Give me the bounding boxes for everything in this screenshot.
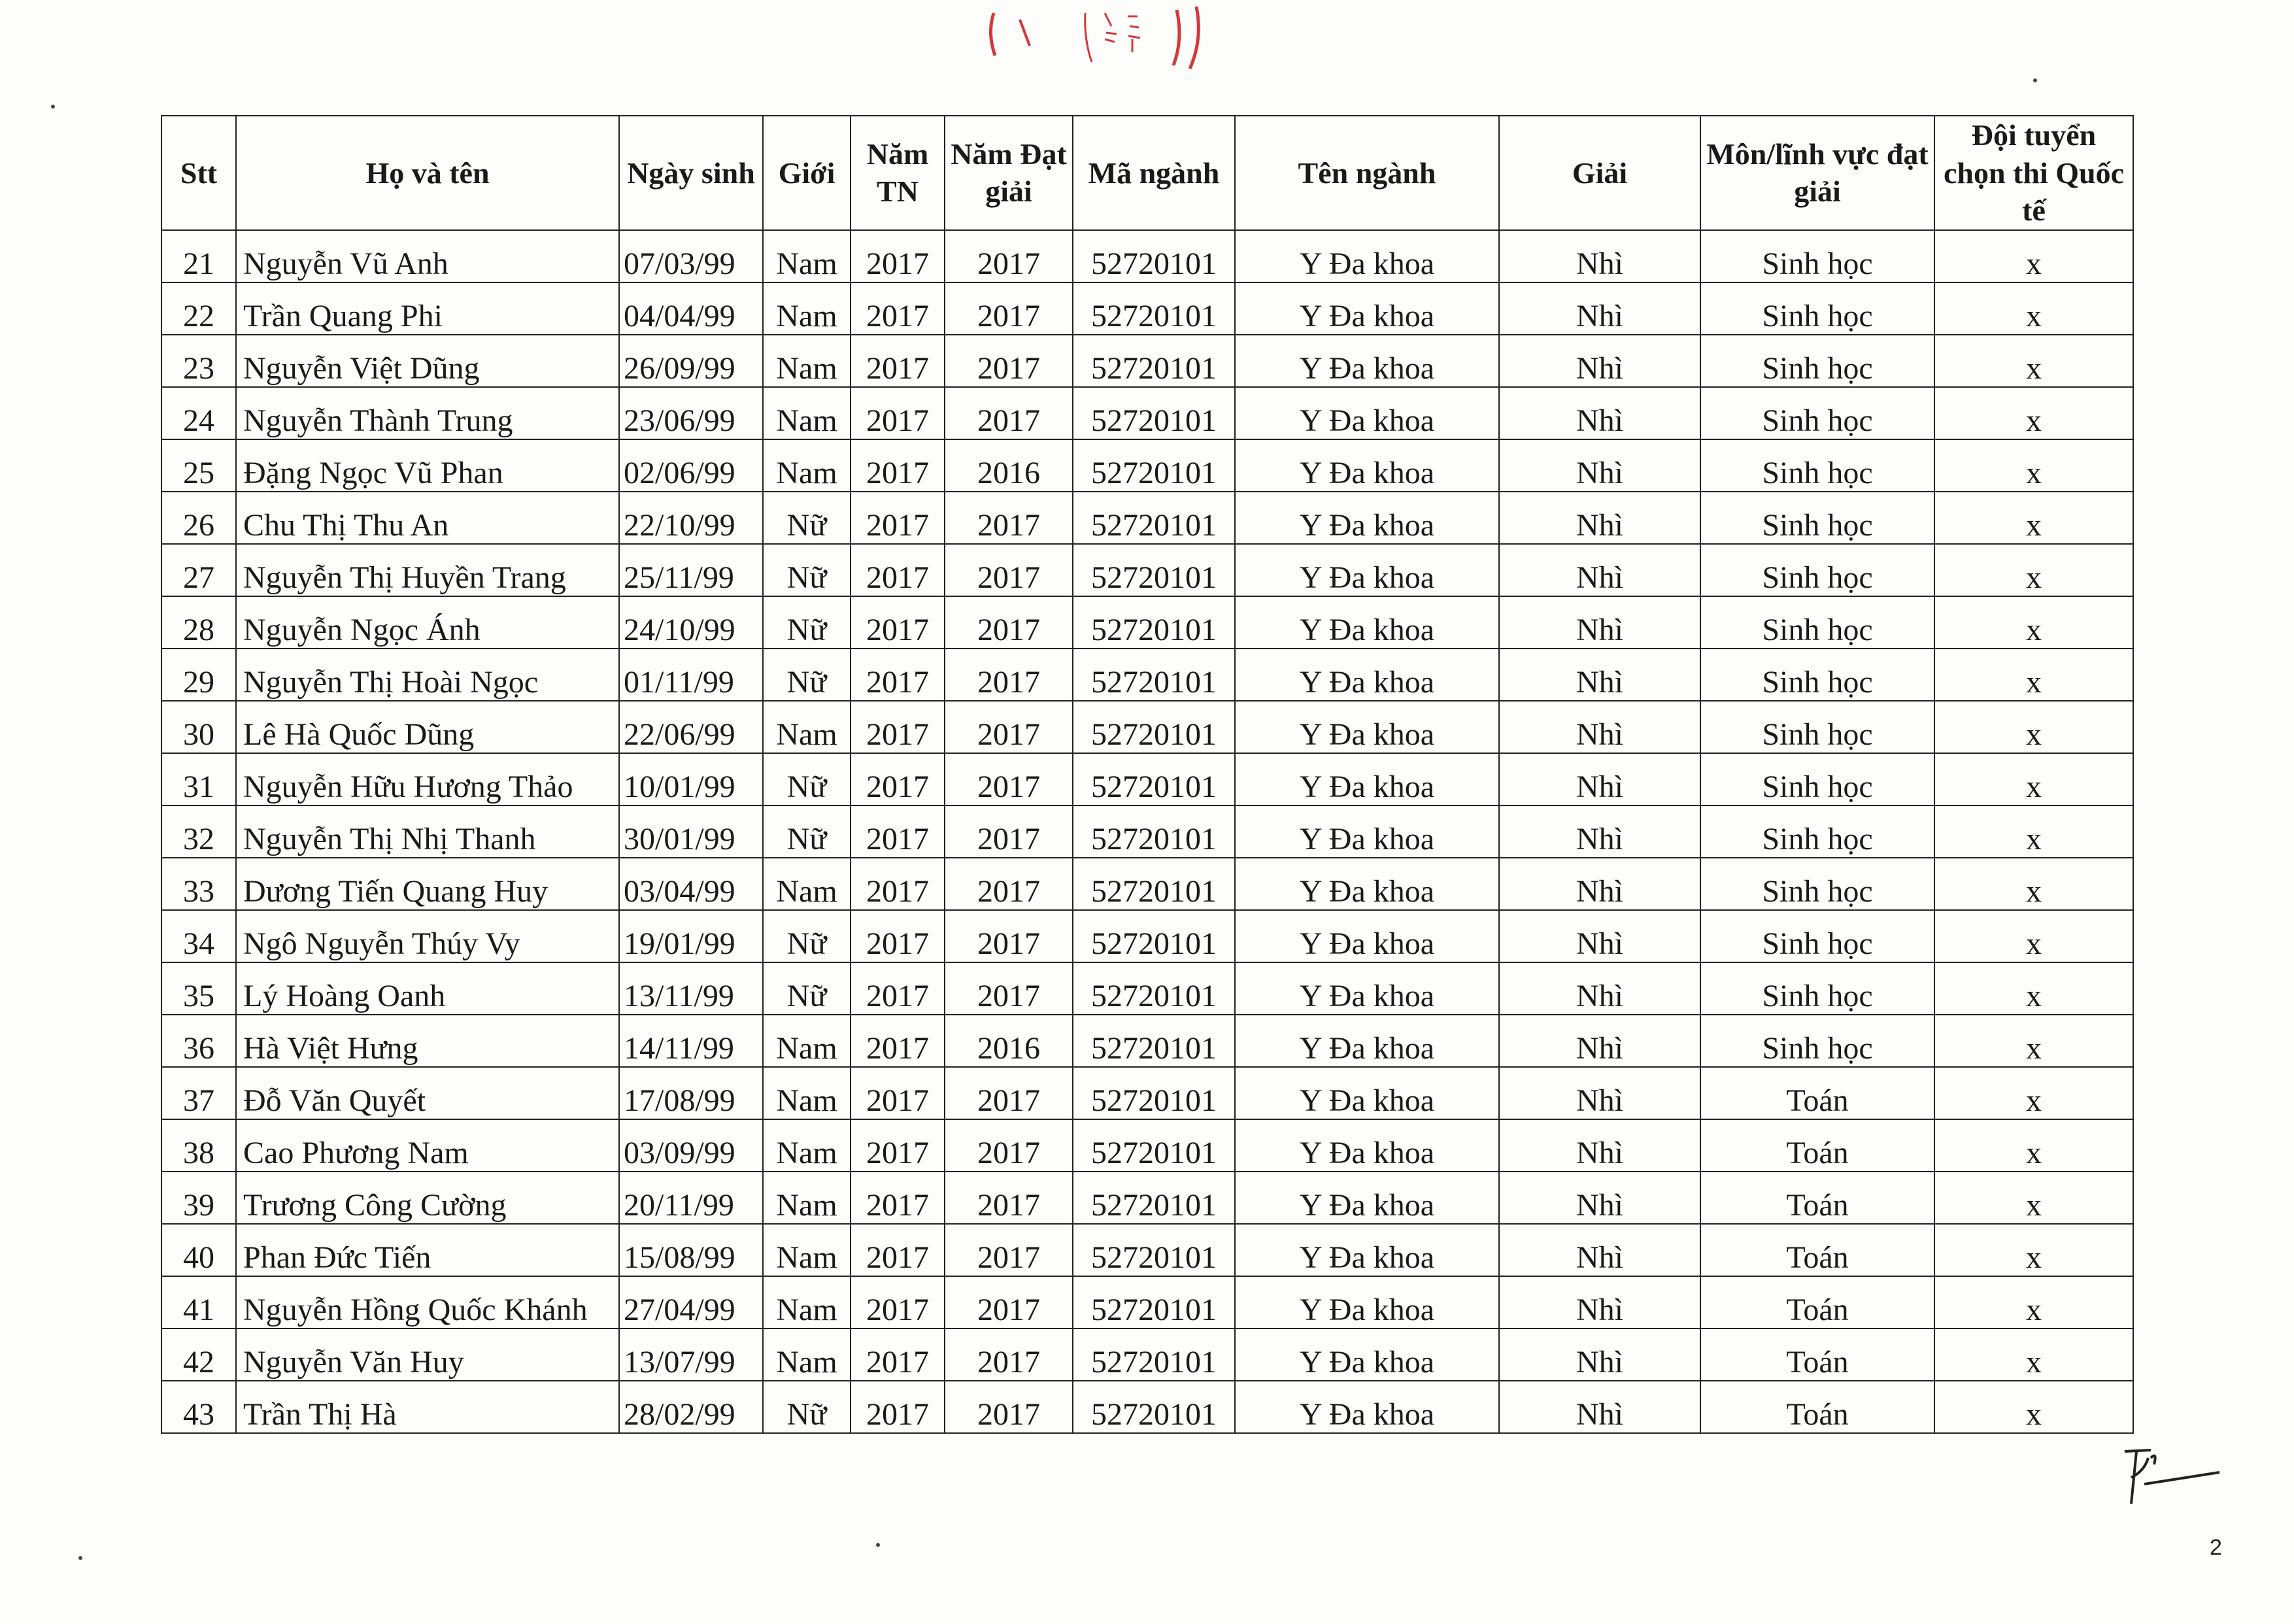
cell-name: Ngô Nguyễn Thúy Vy [236,910,619,962]
header-major-code: Mã ngành [1073,116,1235,230]
cell-intl-team: x [1934,544,2133,596]
cell-dob: 25/11/99 [619,544,763,596]
cell-name: Nguyễn Thành Trung [236,387,619,439]
cell-major-name: Y Đa khoa [1235,1119,1499,1172]
cell-name: Trần Thị Hà [236,1381,619,1433]
cell-gender: Nam [763,1119,851,1172]
cell-major-code: 52720101 [1073,1119,1235,1172]
cell-major-code: 52720101 [1073,805,1235,858]
table-row [161,492,2133,544]
table-row [161,544,2133,596]
cell-intl-team: x [1934,1328,2133,1381]
cell-award: Nhì [1499,387,1700,439]
header-intl-team: Đội tuyển chọn thi Quốc tế [1934,116,2133,230]
cell-major-code: 52720101 [1073,1328,1235,1381]
cell-major-name: Y Đa khoa [1235,753,1499,805]
cell-dob: 23/06/99 [619,387,763,439]
cell-intl-team: x [1934,962,2133,1015]
header-stt: Stt [161,116,236,230]
table-row [161,701,2133,753]
cell-award: Nhì [1499,544,1700,596]
cell-name: Nguyễn Việt Dũng [236,335,619,387]
cell-dob: 24/10/99 [619,596,763,649]
cell-grad-year: 2017 [851,858,945,910]
cell-gender: Nam [763,1224,851,1276]
table-row [161,335,2133,387]
cell-grad-year: 2017 [851,1276,945,1328]
cell-gender: Nam [763,439,851,492]
cell-stt: 24 [161,387,236,439]
cell-major-name: Y Đa khoa [1235,439,1499,492]
cell-dob: 20/11/99 [619,1172,763,1224]
cell-grad-year: 2017 [851,1067,945,1119]
cell-stt: 39 [161,1172,236,1224]
cell-gender: Nam [763,230,851,282]
cell-grad-year: 2017 [851,753,945,805]
cell-subject: Sinh học [1700,805,1934,858]
cell-grad-year: 2017 [851,596,945,649]
table-row [161,282,2133,335]
cell-intl-team: x [1934,649,2133,701]
cell-major-name: Y Đa khoa [1235,1172,1499,1224]
cell-intl-team: x [1934,1119,2133,1172]
table-row [161,1172,2133,1224]
cell-major-code: 52720101 [1073,1276,1235,1328]
cell-name: Nguyễn Thị Huyền Trang [236,544,619,596]
cell-award-year: 2017 [945,1276,1073,1328]
cell-subject: Toán [1700,1172,1934,1224]
cell-major-code: 52720101 [1073,335,1235,387]
cell-major-name: Y Đa khoa [1235,910,1499,962]
cell-major-code: 52720101 [1073,649,1235,701]
cell-intl-team: x [1934,1276,2133,1328]
cell-award: Nhì [1499,1067,1700,1119]
cell-grad-year: 2017 [851,1119,945,1172]
cell-name: Đặng Ngọc Vũ Phan [236,439,619,492]
cell-major-code: 52720101 [1073,282,1235,335]
cell-intl-team: x [1934,335,2133,387]
header-award-year: Năm Đạt giải [945,116,1073,230]
cell-gender: Nam [763,858,851,910]
table-row [161,910,2133,962]
cell-grad-year: 2017 [851,282,945,335]
cell-award-year: 2016 [945,439,1073,492]
cell-stt: 29 [161,649,236,701]
cell-major-code: 52720101 [1073,387,1235,439]
cell-stt: 41 [161,1276,236,1328]
cell-subject: Sinh học [1700,962,1934,1015]
cell-stt: 37 [161,1067,236,1119]
cell-intl-team: x [1934,1015,2133,1067]
cell-major-name: Y Đa khoa [1235,1015,1499,1067]
table-row [161,1015,2133,1067]
cell-name: Trần Quang Phi [236,282,619,335]
cell-award: Nhì [1499,230,1700,282]
cell-name: Nguyễn Thị Nhị Thanh [236,805,619,858]
cell-subject: Sinh học [1700,387,1934,439]
cell-subject: Sinh học [1700,649,1934,701]
cell-dob: 30/01/99 [619,805,763,858]
cell-stt: 22 [161,282,236,335]
cell-stt: 25 [161,439,236,492]
cell-gender: Nữ [763,962,851,1015]
table-row [161,1381,2133,1433]
cell-award: Nhì [1499,805,1700,858]
cell-stt: 31 [161,753,236,805]
cell-name: Hà Việt Hưng [236,1015,619,1067]
cell-major-name: Y Đa khoa [1235,858,1499,910]
cell-dob: 28/02/99 [619,1381,763,1433]
scan-speck [2033,78,2037,82]
cell-subject: Toán [1700,1119,1934,1172]
cell-award-year: 2017 [945,596,1073,649]
cell-major-code: 52720101 [1073,596,1235,649]
cell-dob: 13/11/99 [619,962,763,1015]
cell-award-year: 2017 [945,1119,1073,1172]
cell-name: Lý Hoàng Oanh [236,962,619,1015]
cell-subject: Toán [1700,1381,1934,1433]
cell-grad-year: 2017 [851,701,945,753]
cell-dob: 14/11/99 [619,1015,763,1067]
cell-dob: 27/04/99 [619,1276,763,1328]
cell-major-code: 52720101 [1073,701,1235,753]
cell-major-code: 52720101 [1073,230,1235,282]
cell-intl-team: x [1934,439,2133,492]
cell-award-year: 2017 [945,805,1073,858]
cell-stt: 35 [161,962,236,1015]
cell-award-year: 2017 [945,649,1073,701]
cell-subject: Sinh học [1700,544,1934,596]
cell-major-name: Y Đa khoa [1235,596,1499,649]
cell-stt: 36 [161,1015,236,1067]
cell-award-year: 2016 [945,1015,1073,1067]
cell-grad-year: 2017 [851,439,945,492]
cell-major-code: 52720101 [1073,1067,1235,1119]
cell-dob: 10/01/99 [619,753,763,805]
cell-major-name: Y Đa khoa [1235,1328,1499,1381]
cell-award: Nhì [1499,910,1700,962]
cell-grad-year: 2017 [851,649,945,701]
cell-intl-team: x [1934,858,2133,910]
cell-major-name: Y Đa khoa [1235,1276,1499,1328]
cell-gender: Nam [763,1328,851,1381]
cell-award: Nhì [1499,858,1700,910]
cell-gender: Nam [763,335,851,387]
cell-grad-year: 2017 [851,1172,945,1224]
cell-award-year: 2017 [945,335,1073,387]
cell-gender: Nữ [763,753,851,805]
cell-intl-team: x [1934,1172,2133,1224]
cell-intl-team: x [1934,805,2133,858]
table-body [161,230,2133,1433]
cell-award: Nhì [1499,439,1700,492]
table-row [161,387,2133,439]
cell-subject: Sinh học [1700,753,1934,805]
cell-major-name: Y Đa khoa [1235,335,1499,387]
cell-subject: Toán [1700,1067,1934,1119]
cell-stt: 28 [161,596,236,649]
cell-major-code: 52720101 [1073,962,1235,1015]
cell-name: Cao Phương Nam [236,1119,619,1172]
cell-stt: 42 [161,1328,236,1381]
cell-grad-year: 2017 [851,230,945,282]
cell-grad-year: 2017 [851,962,945,1015]
cell-subject: Sinh học [1700,858,1934,910]
cell-award-year: 2017 [945,701,1073,753]
cell-intl-team: x [1934,910,2133,962]
cell-award: Nhì [1499,1119,1700,1172]
cell-award-year: 2017 [945,1172,1073,1224]
cell-major-name: Y Đa khoa [1235,805,1499,858]
cell-subject: Sinh học [1700,596,1934,649]
cell-gender: Nam [763,1172,851,1224]
scan-speck [78,1556,82,1560]
cell-award-year: 2017 [945,753,1073,805]
page-number: 2 [2210,1535,2222,1560]
cell-major-name: Y Đa khoa [1235,230,1499,282]
table-row [161,649,2133,701]
cell-stt: 40 [161,1224,236,1276]
cell-dob: 17/08/99 [619,1067,763,1119]
cell-grad-year: 2017 [851,335,945,387]
cell-stt: 43 [161,1381,236,1433]
cell-subject: Sinh học [1700,335,1934,387]
cell-dob: 22/10/99 [619,492,763,544]
cell-intl-team: x [1934,1381,2133,1433]
cell-name: Nguyễn Vũ Anh [236,230,619,282]
cell-award-year: 2017 [945,1224,1073,1276]
cell-stt: 30 [161,701,236,753]
cell-grad-year: 2017 [851,1015,945,1067]
cell-subject: Toán [1700,1328,1934,1381]
cell-dob: 13/07/99 [619,1328,763,1381]
cell-name: Dương Tiến Quang Huy [236,858,619,910]
cell-intl-team: x [1934,596,2133,649]
cell-major-name: Y Đa khoa [1235,649,1499,701]
cell-award: Nhì [1499,335,1700,387]
cell-stt: 34 [161,910,236,962]
cell-major-name: Y Đa khoa [1235,701,1499,753]
table-row [161,1224,2133,1276]
cell-gender: Nam [763,701,851,753]
cell-subject: Toán [1700,1224,1934,1276]
cell-stt: 32 [161,805,236,858]
table-row [161,1276,2133,1328]
cell-subject: Sinh học [1700,439,1934,492]
cell-major-name: Y Đa khoa [1235,1381,1499,1433]
cell-subject: Sinh học [1700,492,1934,544]
cell-award-year: 2017 [945,230,1073,282]
cell-gender: Nam [763,1015,851,1067]
cell-major-code: 52720101 [1073,910,1235,962]
cell-gender: Nam [763,1067,851,1119]
cell-award: Nhì [1499,492,1700,544]
cell-major-name: Y Đa khoa [1235,387,1499,439]
cell-name: Đỗ Văn Quyết [236,1067,619,1119]
header-dob: Ngày sinh [619,116,763,230]
table-row [161,230,2133,282]
cell-gender: Nam [763,282,851,335]
table-row [161,439,2133,492]
cell-dob: 19/01/99 [619,910,763,962]
cell-grad-year: 2017 [851,544,945,596]
cell-intl-team: x [1934,230,2133,282]
cell-award: Nhì [1499,1224,1700,1276]
cell-name: Nguyễn Thị Hoài Ngọc [236,649,619,701]
table-row [161,1067,2133,1119]
cell-award: Nhì [1499,1276,1700,1328]
cell-award: Nhì [1499,962,1700,1015]
cell-award: Nhì [1499,701,1700,753]
cell-dob: 02/06/99 [619,439,763,492]
cell-grad-year: 2017 [851,492,945,544]
cell-name: Chu Thị Thu An [236,492,619,544]
cell-stt: 26 [161,492,236,544]
cell-name: Nguyễn Hữu Hương Thảo [236,753,619,805]
cell-intl-team: x [1934,492,2133,544]
cell-grad-year: 2017 [851,1328,945,1381]
cell-dob: 04/04/99 [619,282,763,335]
cell-gender: Nam [763,387,851,439]
cell-intl-team: x [1934,753,2133,805]
table-row [161,805,2133,858]
cell-gender: Nữ [763,910,851,962]
cell-grad-year: 2017 [851,387,945,439]
cell-dob: 03/04/99 [619,858,763,910]
table-row [161,962,2133,1015]
cell-name: Lê Hà Quốc Dũng [236,701,619,753]
red-stamp-mark [981,0,1262,72]
cell-award: Nhì [1499,1328,1700,1381]
cell-intl-team: x [1934,282,2133,335]
cell-major-name: Y Đa khoa [1235,544,1499,596]
award-roster-table [161,115,2134,1434]
cell-award-year: 2017 [945,1381,1073,1433]
cell-grad-year: 2017 [851,805,945,858]
cell-gender: Nữ [763,544,851,596]
cell-major-code: 52720101 [1073,544,1235,596]
cell-award-year: 2017 [945,1067,1073,1119]
cell-intl-team: x [1934,387,2133,439]
cell-name: Nguyễn Ngọc Ánh [236,596,619,649]
cell-dob: 07/03/99 [619,230,763,282]
cell-dob: 15/08/99 [619,1224,763,1276]
scan-speck [51,105,55,109]
cell-gender: Nữ [763,805,851,858]
cell-dob: 01/11/99 [619,649,763,701]
cell-subject: Sinh học [1700,910,1934,962]
cell-major-code: 52720101 [1073,1015,1235,1067]
cell-major-code: 52720101 [1073,1381,1235,1433]
cell-stt: 33 [161,858,236,910]
cell-major-name: Y Đa khoa [1235,962,1499,1015]
cell-grad-year: 2017 [851,1224,945,1276]
cell-award-year: 2017 [945,282,1073,335]
cell-major-name: Y Đa khoa [1235,492,1499,544]
cell-award: Nhì [1499,649,1700,701]
table-row [161,753,2133,805]
cell-subject: Toán [1700,1276,1934,1328]
cell-major-code: 52720101 [1073,439,1235,492]
cell-award-year: 2017 [945,387,1073,439]
cell-award: Nhì [1499,753,1700,805]
header-gender: Giới [763,116,851,230]
cell-major-name: Y Đa khoa [1235,1224,1499,1276]
cell-major-name: Y Đa khoa [1235,1067,1499,1119]
cell-subject: Sinh học [1700,701,1934,753]
cell-award: Nhì [1499,1172,1700,1224]
cell-award-year: 2017 [945,858,1073,910]
cell-gender: Nữ [763,596,851,649]
cell-dob: 26/09/99 [619,335,763,387]
cell-award-year: 2017 [945,492,1073,544]
cell-name: Phan Đức Tiến [236,1224,619,1276]
cell-subject: Sinh học [1700,1015,1934,1067]
cell-award: Nhì [1499,596,1700,649]
cell-award: Nhì [1499,1015,1700,1067]
cell-award-year: 2017 [945,962,1073,1015]
cell-gender: Nữ [763,492,851,544]
table-row [161,596,2133,649]
header-name: Họ và tên [236,116,619,230]
header-major-name: Tên ngành [1235,116,1499,230]
cell-name: Nguyễn Văn Huy [236,1328,619,1381]
cell-intl-team: x [1934,1224,2133,1276]
cell-major-name: Y Đa khoa [1235,282,1499,335]
table-row [161,1328,2133,1381]
cell-name: Trương Công Cường [236,1172,619,1224]
cell-major-code: 52720101 [1073,492,1235,544]
cell-stt: 21 [161,230,236,282]
header-award: Giải [1499,116,1700,230]
cell-gender: Nam [763,1276,851,1328]
cell-intl-team: x [1934,1067,2133,1119]
cell-major-code: 52720101 [1073,753,1235,805]
table-header-row [161,116,2133,230]
cell-gender: Nữ [763,649,851,701]
cell-major-code: 52720101 [1073,1172,1235,1224]
cell-award: Nhì [1499,282,1700,335]
cell-subject: Sinh học [1700,230,1934,282]
cell-grad-year: 2017 [851,1381,945,1433]
cell-award-year: 2017 [945,1328,1073,1381]
cell-gender: Nữ [763,1381,851,1433]
cell-major-code: 52720101 [1073,858,1235,910]
cell-intl-team: x [1934,701,2133,753]
table-row [161,1119,2133,1172]
header-grad-year: Năm TN [851,116,945,230]
cell-award: Nhì [1499,1381,1700,1433]
handwritten-initials [2105,1438,2223,1510]
header-subject: Môn/lĩnh vực đạt giải [1700,116,1934,230]
scan-speck [876,1543,880,1547]
cell-award-year: 2017 [945,544,1073,596]
cell-name: Nguyễn Hồng Quốc Khánh [236,1276,619,1328]
cell-major-code: 52720101 [1073,1224,1235,1276]
cell-stt: 38 [161,1119,236,1172]
cell-dob: 22/06/99 [619,701,763,753]
cell-grad-year: 2017 [851,910,945,962]
cell-award-year: 2017 [945,910,1073,962]
cell-dob: 03/09/99 [619,1119,763,1172]
cell-stt: 27 [161,544,236,596]
cell-stt: 23 [161,335,236,387]
table-row [161,858,2133,910]
cell-subject: Sinh học [1700,282,1934,335]
